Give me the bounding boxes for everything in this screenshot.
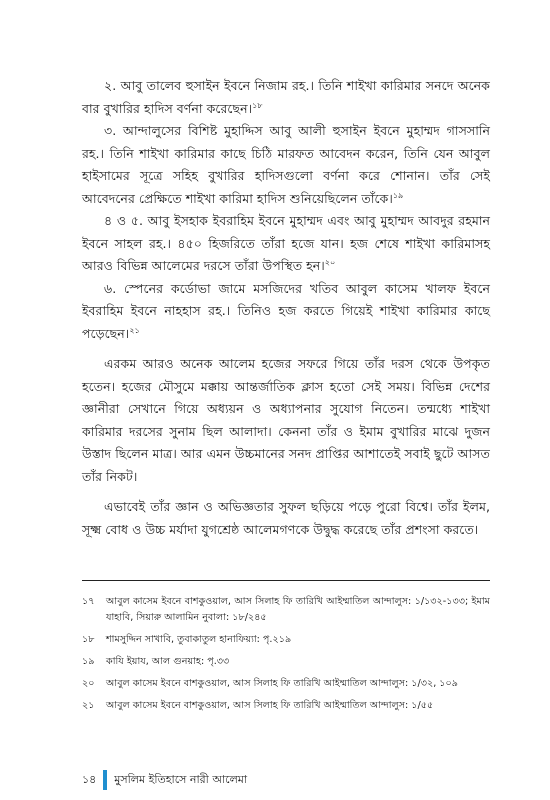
footer-accent-bar <box>103 770 107 790</box>
footnote-number: ২১ <box>82 700 95 711</box>
footnote-ref: ১৯ <box>392 190 404 200</box>
page-number: ১৪ <box>82 772 97 786</box>
footnote-text: আবুল কাসেম ইবনে বাশকুওয়াল, আস সিলাহ ফি তারিখি আইম্মাতিল আন্দালুস: ১/৩২, ১০৯ <box>106 678 458 689</box>
paragraph <box>82 496 490 541</box>
footnote-number: ২০ <box>82 678 95 689</box>
footnote-item <box>82 594 490 626</box>
footnote-ref: ২১ <box>129 325 140 335</box>
footnotes <box>82 594 490 720</box>
paragraph <box>82 120 490 210</box>
running-title: মুসলিম ইতিহাসে নারী আলেমা <box>114 772 248 786</box>
paragraph <box>82 75 490 120</box>
footnote-number: ১৭ <box>82 596 95 607</box>
footnote-item <box>82 676 490 692</box>
paragraph-text: ৪ ও ৫. আবু ইসহাক ইবরাহিম ইবনে মুহাম্মদ এবং আবু মুহাম্মদ আবদুর রহমান ইবনে সাহল রহ.। ৪৫০ হিজরিতে তাঁরা হজে যান। হজ শেষে শাইখা কারিমাসহ আরও বিভিন্ন আলেমের দরসে তাঁরা উপস্থিত হন। <box>82 213 490 273</box>
paragraph-text: ৬. স্পেনের কর্ডোভা জামে মসজিদের খতিব আবুল কাসেম খালফ ইবনে ইবরাহিম ইবনে নাহহাস রহ.। তিনিও হজ করতে গিয়েই শাইখা কারিমার কাছে পড়েছেন। <box>82 280 490 341</box>
footnote-text: আবুল কাসেম ইবনে বাশকুওয়াল, আস সিলাহ ফি তারিখি আইম্মাতিল আন্দালুস: ১/৫৫ <box>106 700 434 711</box>
paragraph-text: এরকম আরও অনেক আলেম হজের সফরে গিয়ে তাঁর দরস থেকে উপকৃত হতেন। হজের মৌসুমে মক্কায় আন্তর্জাতিক ক্লাস হতো সেই সময়। বিভিন্ন দেশের জ্ঞানীরা সেখানে গিয়ে অধ্যয়ন ও অধ্যাপনার সুযোগ নিতেন। তন্মধ্যে শাইখা কারিমার দরসের সুনাম ছিল আলাদা। কেননা তাঁর ও ইমাম বুখারির মাঝে দুজন উস্তাদ ছিলেন মাত্র। আর এমন উচ্চমানের সনদ প্রাপ্তির আশাতেই সবাই ছুটে আসত তাঁর নিকট। <box>82 356 490 484</box>
footnote-number: ১৮ <box>82 634 95 645</box>
paragraph-text: ৩. আন্দালুসের বিশিষ্ট মুহাদ্দিস আবু আলী হুসাইন ইবনে মুহাম্মদ গাসসানি রহ.। তিনি শাইখা কারিমার কাছে চিঠি মারফত আবেদন করেন, তিনি যেন আবুল হাইসামের সূত্রে সহিহ বুখারির হাদিসগুলো বর্ণনা করে শোনান। তাঁর সেই আবেদনের প্রেক্ষিতে শাইখা কারিমা হাদিস শুনিয়েছিলেন তাঁকে। <box>82 123 490 206</box>
footnote-item <box>82 654 490 670</box>
footnote-text: কাযি ইয়ায, আল গুনয়াহ: পৃ.৩৩ <box>106 656 230 667</box>
paragraph <box>82 278 490 346</box>
footnote-item <box>82 698 490 714</box>
paragraph-text: এভাবেই তাঁর জ্ঞান ও অভিজ্ঞতার সুফল ছড়িয়ে পড়ে পুরো বিশ্বে। তাঁর ইলম, সূক্ষ্ম বোধ ও উচ্চ মর্যাদা যুগশ্রেষ্ঠ আলেমগণকে উদ্বুদ্ধ করেছে তাঁর প্রশংসা করতে। <box>82 499 490 537</box>
main-text <box>82 75 490 541</box>
footnote-text: শামসুদ্দিন সাখাবি, তুবাকাতুল হানাফিয়্যা: পৃ.২১৯ <box>106 634 292 645</box>
footnote-divider <box>82 580 490 581</box>
footnote-ref: ১৮ <box>252 100 263 110</box>
footnote-number: ১৯ <box>82 656 95 667</box>
paragraph <box>82 210 490 278</box>
paragraph <box>82 353 490 488</box>
footnote-item <box>82 632 490 648</box>
footnote-text: আবুল কাসেম ইবনে বাশকুওয়াল, আস সিলাহ ফি তারিখি আইম্মাতিল আন্দালুস: ১/১৩২-১৩৩; ইমাম যাহাবি, সিয়ারু আলামিন নুবালা: ১৮/২৪৫ <box>106 596 490 623</box>
footnote-ref: ২০ <box>324 257 336 267</box>
paragraph-text: ২. আবু তালেব হুসাইন ইবনে নিজাম রহ.। তিনি শাইখা কারিমার সনদে অনেক বার বুখারির হাদিস বর্ণনা করেছেন। <box>82 78 490 116</box>
page-footer <box>82 770 247 790</box>
